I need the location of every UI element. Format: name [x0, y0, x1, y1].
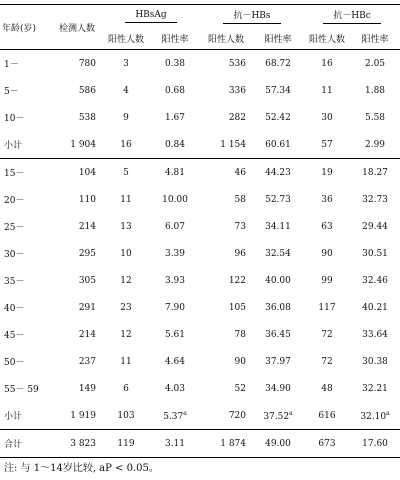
cell-anti-hbs-pos-rate: 37.52$^a$ [252, 402, 304, 430]
cell-anti-hbs-pos-count: 96 [234, 248, 246, 259]
cell-hbsag-pos-rate: 0.38 [164, 58, 186, 69]
cell-hbsag-pos-count: 5 [123, 167, 129, 178]
cell-anti-hbs-pos-count: 720 [200, 402, 252, 430]
cell-anti-hbc-pos-count: 57 [304, 131, 350, 159]
cell-hbsag-pos-count: 6 [123, 383, 129, 394]
table-row [0, 131, 400, 159]
cell-tested: 149 [78, 383, 96, 394]
cell-anti-hbc-pos-count: 30 [321, 112, 333, 123]
cell-age: 55－ 59 [4, 385, 39, 395]
cell-age: 小计 [0, 131, 52, 159]
cell-hbsag-pos-count: 11 [120, 194, 132, 205]
cell-anti-hbs-pos-count: 105 [228, 302, 246, 313]
cell-anti-hbc-pos-rate: 33.64 [362, 329, 388, 340]
cell-anti-hbc-pos-rate: 40.21 [362, 302, 388, 313]
cell-anti-hbc-pos-count: 11 [321, 85, 333, 96]
cell-tested: 237 [78, 356, 96, 367]
significance-marker: a [289, 409, 293, 417]
cell-anti-hbs-pos-rate: 36.08 [265, 302, 291, 313]
cell-hbsag-pos-count: 119 [102, 430, 150, 458]
cell-hbsag-pos-rate: 5.61 [164, 329, 186, 340]
subheader-pos-rate: 阳性率 [252, 27, 304, 50]
table-row [0, 50, 400, 78]
cell-anti-hbc-pos-count: 63 [321, 221, 333, 232]
cell-anti-hbs-pos-count: 52 [234, 383, 246, 394]
table-row [0, 213, 400, 240]
cell-tested: 586 [78, 85, 96, 96]
cell-hbsag-pos-rate: 0.84 [150, 131, 200, 159]
col-header-tested: 检测人数 [52, 5, 102, 50]
table-row [0, 375, 400, 402]
cell-hbsag-pos-count: 10 [120, 248, 132, 259]
cell-hbsag-pos-count: 12 [120, 275, 132, 286]
cell-anti-hbs-pos-count: 336 [228, 85, 246, 96]
cell-anti-hbs-pos-rate: 49.00 [252, 430, 304, 458]
cell-hbsag-pos-rate: 0.68 [164, 85, 186, 96]
cell-anti-hbc-pos-count: 616 [304, 402, 350, 430]
subheader-pos-rate: 阳性率 [150, 27, 200, 50]
cell-hbsag-pos-rate: 5.37$^a$ [150, 402, 200, 430]
cell-hbsag-pos-rate: 4.03 [164, 383, 186, 394]
cell-hbsag-pos-count: 103 [102, 402, 150, 430]
cell-anti-hbc-pos-count: 48 [321, 383, 333, 394]
cell-age: 10－ [4, 114, 25, 124]
cell-anti-hbc-pos-count: 90 [321, 248, 333, 259]
cell-hbsag-pos-count: 12 [120, 329, 132, 340]
cell-anti-hbs-pos-rate: 52.42 [265, 112, 291, 123]
cell-age: 合计 [0, 430, 52, 458]
cell-anti-hbs-pos-rate: 34.11 [265, 221, 291, 232]
cell-anti-hbc-pos-count: 117 [318, 302, 336, 313]
table-row [0, 104, 400, 131]
cell-anti-hbc-pos-count: 36 [321, 194, 333, 205]
cell-tested: 214 [78, 329, 96, 340]
cell-anti-hbc-pos-count: 19 [321, 167, 333, 178]
cell-anti-hbc-pos-count: 72 [321, 356, 333, 367]
cell-hbsag-pos-rate: 4.81 [164, 167, 186, 178]
cell-anti-hbs-pos-rate: 36.45 [265, 329, 291, 340]
subheader-pos-count: 阳性人数 [304, 27, 350, 50]
cell-hbsag-pos-count: 4 [123, 85, 129, 96]
table-row [0, 240, 400, 267]
cell-anti-hbc-pos-rate: 29.44 [362, 221, 388, 232]
cell-anti-hbc-pos-rate: 5.58 [364, 112, 386, 123]
cell-hbsag-pos-count: 11 [120, 356, 132, 367]
cell-anti-hbs-pos-count: 73 [234, 221, 246, 232]
cell-hbsag-pos-rate: 1.67 [164, 112, 186, 123]
cell-age: 15－ [4, 169, 25, 179]
cell-anti-hbs-pos-count: 282 [228, 112, 246, 123]
table-row [0, 159, 400, 187]
cell-hbsag-pos-rate: 3.93 [164, 275, 186, 286]
cell-anti-hbs-pos-count: 122 [228, 275, 246, 286]
cell-anti-hbs-pos-rate: 60.61 [252, 131, 304, 159]
cell-hbsag-pos-rate: 3.11 [150, 430, 200, 458]
group-header-anti-hbc: 抗－HBc [304, 5, 400, 28]
cell-anti-hbs-pos-count: 58 [234, 194, 246, 205]
cell-age: 30－ [4, 250, 25, 260]
table-row [0, 294, 400, 321]
cell-hbsag-pos-rate: 10.00 [162, 194, 188, 205]
cell-age: 20－ [4, 196, 25, 206]
table-row [0, 402, 400, 430]
subheader-pos-rate: 阳性率 [350, 27, 400, 50]
cell-hbsag-pos-count: 23 [120, 302, 132, 313]
cell-hbsag-pos-rate: 3.39 [164, 248, 186, 259]
table-row [0, 77, 400, 104]
group-header-hbsag: HBsAg [102, 5, 200, 28]
cell-hbsag-pos-count: 13 [120, 221, 132, 232]
cell-anti-hbc-pos-rate: 2.05 [364, 58, 386, 69]
cell-anti-hbs-pos-rate: 52.73 [265, 194, 291, 205]
cell-anti-hbs-pos-count: 1 874 [200, 430, 252, 458]
cell-tested: 110 [78, 194, 96, 205]
cell-anti-hbs-pos-rate: 57.34 [265, 85, 291, 96]
cell-age: 5－ [4, 87, 19, 97]
cell-anti-hbc-pos-rate: 30.38 [362, 356, 388, 367]
cell-anti-hbc-pos-rate: 17.60 [350, 430, 400, 458]
cell-anti-hbs-pos-rate: 34.90 [265, 383, 291, 394]
cell-anti-hbs-pos-count: 536 [228, 58, 246, 69]
cell-anti-hbc-pos-rate: 32.10$^a$ [350, 402, 400, 430]
subheader-pos-count: 阳性人数 [102, 27, 150, 50]
group-header-anti-hbs: 抗－HBs [200, 5, 304, 28]
cell-tested: 305 [78, 275, 96, 286]
table-row [0, 348, 400, 375]
cell-anti-hbs-pos-count: 78 [234, 329, 246, 340]
cell-age: 35－ [4, 277, 25, 287]
cell-hbsag-pos-count: 9 [123, 112, 129, 123]
cell-anti-hbs-pos-rate: 40.00 [265, 275, 291, 286]
hepatitis-b-marker-table [0, 4, 400, 458]
significance-marker: a [183, 409, 187, 417]
cell-anti-hbs-pos-rate: 68.72 [265, 58, 291, 69]
cell-age: 50－ [4, 358, 25, 368]
subheader-pos-count: 阳性人数 [200, 27, 252, 50]
table-footnote: 注: 与 1～14岁比较, aP < 0.05。 [4, 463, 159, 474]
cell-anti-hbc-pos-rate: 30.51 [362, 248, 388, 259]
cell-anti-hbc-pos-rate: 1.88 [364, 85, 386, 96]
table-row [0, 321, 400, 348]
cell-anti-hbc-pos-count: 72 [321, 329, 333, 340]
cell-anti-hbc-pos-rate: 2.99 [350, 131, 400, 159]
cell-tested: 295 [78, 248, 96, 259]
cell-tested: 214 [78, 221, 96, 232]
significance-marker: a [386, 409, 390, 417]
cell-anti-hbc-pos-rate: 32.21 [362, 383, 388, 394]
cell-hbsag-pos-count: 3 [123, 58, 129, 69]
cell-age: 1－ [4, 60, 19, 70]
col-header-age: 年龄(岁) [0, 5, 52, 50]
cell-age: 40－ [4, 304, 25, 314]
cell-anti-hbc-pos-rate: 18.27 [362, 167, 388, 178]
cell-tested: 3 823 [52, 430, 102, 458]
table-row [0, 267, 400, 294]
cell-anti-hbs-pos-count: 90 [234, 356, 246, 367]
cell-anti-hbc-pos-count: 16 [321, 58, 333, 69]
cell-anti-hbs-pos-rate: 32.54 [265, 248, 291, 259]
cell-anti-hbc-pos-rate: 32.73 [362, 194, 388, 205]
cell-hbsag-pos-rate: 6.07 [164, 221, 186, 232]
cell-age: 小计 [0, 402, 52, 430]
cell-tested: 1 904 [52, 131, 102, 159]
cell-tested: 538 [78, 112, 96, 123]
cell-anti-hbc-pos-rate: 32.46 [362, 275, 388, 286]
cell-anti-hbc-pos-count: 99 [321, 275, 333, 286]
cell-tested: 104 [78, 167, 96, 178]
cell-hbsag-pos-rate: 4.64 [164, 356, 186, 367]
cell-anti-hbs-pos-count: 46 [234, 167, 246, 178]
cell-tested: 1 919 [52, 402, 102, 430]
cell-tested: 291 [78, 302, 96, 313]
cell-anti-hbc-pos-count: 673 [304, 430, 350, 458]
cell-age: 25－ [4, 223, 25, 233]
cell-hbsag-pos-rate: 7.90 [164, 302, 186, 313]
cell-age: 45－ [4, 331, 25, 341]
cell-hbsag-pos-count: 16 [102, 131, 150, 159]
cell-anti-hbs-pos-rate: 37.97 [265, 356, 291, 367]
table-row [0, 186, 400, 213]
cell-anti-hbs-pos-rate: 44.23 [265, 167, 291, 178]
cell-anti-hbs-pos-count: 1 154 [200, 131, 252, 159]
cell-tested: 780 [78, 58, 96, 69]
table-row [0, 430, 400, 458]
